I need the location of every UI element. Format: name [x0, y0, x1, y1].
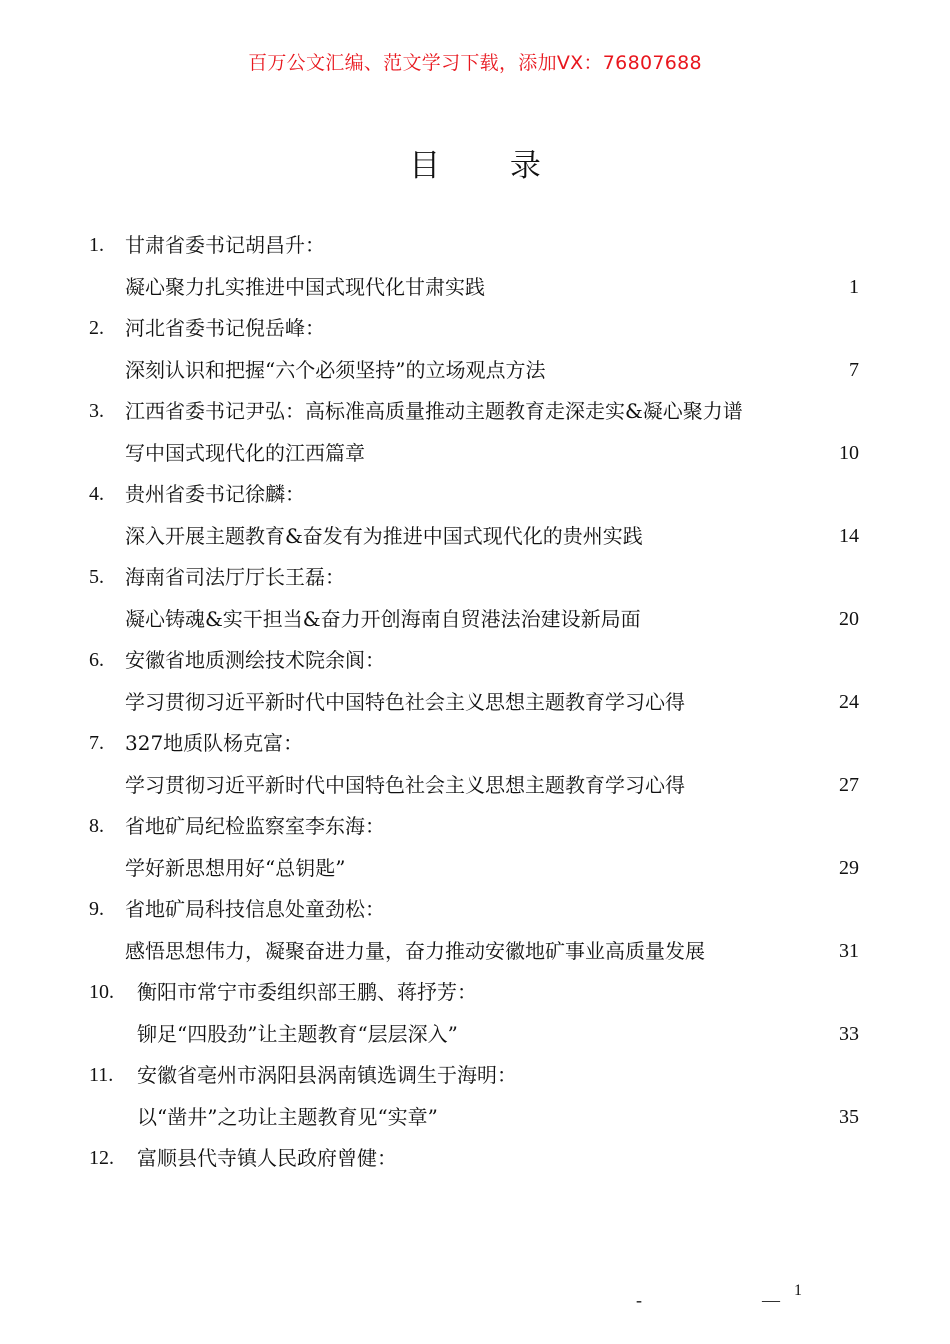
toc-subtitle-line	[0, 599, 950, 641]
toc-heading-line	[0, 972, 950, 1014]
toc-heading: 省地矿局科技信息处童劲松：	[125, 897, 385, 921]
toc-heading-line	[0, 723, 950, 765]
toc-page-number: 31	[839, 939, 859, 962]
toc-page-number: 29	[839, 856, 859, 879]
toc-heading-line	[0, 474, 950, 516]
toc-subtitle: 以“凿井”之功让主题教育见“实章”	[137, 1104, 438, 1129]
toc-number: 4.	[89, 483, 104, 505]
toc-heading-line	[0, 1055, 950, 1097]
toc-entry[interactable]	[0, 889, 950, 972]
toc-number: 6.	[89, 649, 104, 671]
toc-subtitle: 学好新思想用好“总钥匙”	[125, 855, 346, 880]
toc-page-number: 33	[839, 1022, 859, 1045]
toc-subtitle: 感悟思想伟力，凝聚奋进力量，奋力推动安徽地矿事业高质量发展	[125, 938, 705, 963]
toc-number: 3.	[89, 400, 104, 422]
toc-heading-line	[0, 391, 950, 433]
toc-number: 9.	[89, 898, 104, 920]
toc-number: 8.	[89, 815, 104, 837]
toc-number: 10.	[89, 981, 114, 1003]
watermark-banner: 百万公文汇编、范文学习下载，添加VX：76807688	[248, 52, 702, 74]
toc-page-number: 20	[839, 607, 859, 630]
toc-page-number: 27	[839, 773, 859, 796]
toc-subtitle-line	[0, 267, 950, 309]
toc-entry[interactable]	[0, 806, 950, 889]
toc-heading: 安徽省亳州市涡阳县涡南镇选调生于海明：	[137, 1063, 517, 1087]
toc-entry[interactable]	[0, 972, 950, 1055]
toc-entry[interactable]	[0, 723, 950, 806]
page-title: 目 录	[409, 148, 571, 184]
toc-heading: 甘肃省委书记胡昌升：	[125, 233, 325, 257]
toc-subtitle: 学习贯彻习近平新时代中国特色社会主义思想主题教育学习心得	[125, 689, 685, 714]
toc-entry[interactable]	[0, 225, 950, 308]
toc-heading: 海南省司法厅厅长王磊：	[125, 565, 345, 589]
toc-heading-line	[0, 225, 950, 267]
toc-subtitle: 深刻认识和把握“六个必须坚持”的立场观点方法	[125, 357, 546, 382]
toc-entry[interactable]	[0, 474, 950, 557]
toc-entry[interactable]	[0, 1055, 950, 1138]
toc-page-number: 1	[849, 275, 859, 298]
toc-heading-line	[0, 308, 950, 350]
toc-heading: 富顺县代寺镇人民政府曾健：	[137, 1146, 397, 1170]
toc-heading: 省地矿局纪检监察室李东海：	[125, 814, 385, 838]
toc-number: 1.	[89, 234, 104, 256]
toc-subtitle-line	[0, 682, 950, 724]
toc-heading: 江西省委书记尹弘：高标准高质量推动主题教育走深走实&凝心聚力谱	[125, 399, 743, 423]
toc-page-number: 35	[839, 1105, 859, 1128]
toc-heading: 河北省委书记倪岳峰：	[125, 316, 325, 340]
toc-page-number: 24	[839, 690, 859, 713]
toc-heading-line	[0, 640, 950, 682]
toc-number: 11.	[89, 1064, 114, 1086]
toc-subtitle-line	[0, 433, 950, 475]
toc-subtitle: 铆足“四股劲”让主题教育“层层深入”	[137, 1021, 458, 1046]
toc-entry[interactable]	[0, 557, 950, 640]
toc-subtitle: 深入开展主题教育&奋发有为推进中国式现代化的贵州实践	[125, 523, 643, 548]
toc-number: 2.	[89, 317, 104, 339]
toc-number: 5.	[89, 566, 104, 588]
footer-page-number: 1	[794, 1282, 802, 1299]
toc-subtitle: 凝心铸魂&实干担当&奋力开创海南自贸港法治建设新局面	[125, 606, 641, 631]
toc-heading: 衡阳市常宁市委组织部王鹏、蒋抒芳：	[137, 980, 477, 1004]
toc-subtitle-line	[0, 1014, 950, 1056]
footer-dash: —	[762, 1290, 780, 1310]
toc-entry[interactable]	[0, 1138, 950, 1180]
toc-subtitle-line	[0, 931, 950, 973]
toc-subtitle: 学习贯彻习近平新时代中国特色社会主义思想主题教育学习心得	[125, 772, 685, 797]
toc-heading: 327地质队杨克富：	[125, 731, 304, 755]
toc-heading-line	[0, 557, 950, 599]
toc-heading-line	[0, 806, 950, 848]
toc-subtitle-line	[0, 1097, 950, 1139]
toc-page-number: 10	[839, 441, 859, 464]
toc-heading-line	[0, 889, 950, 931]
toc-subtitle-line	[0, 350, 950, 392]
toc-heading: 安徽省地质测绘技术院余阆：	[125, 648, 385, 672]
toc-number: 12.	[89, 1147, 114, 1169]
toc-heading: 贵州省委书记徐麟：	[125, 482, 305, 506]
toc-entry[interactable]	[0, 391, 950, 474]
toc-number: 7.	[89, 732, 104, 754]
toc-page-number: 7	[849, 358, 859, 381]
toc-subtitle-line	[0, 516, 950, 558]
toc-heading-line	[0, 1138, 950, 1180]
page-footer	[0, 1282, 950, 1344]
toc-entry[interactable]	[0, 640, 950, 723]
toc-subtitle-line	[0, 765, 950, 807]
footer-mark: -	[636, 1290, 642, 1310]
table-of-contents	[0, 225, 950, 1180]
toc-subtitle-line	[0, 848, 950, 890]
toc-subtitle: 写中国式现代化的江西篇章	[125, 440, 365, 465]
toc-page-number: 14	[839, 524, 859, 547]
toc-subtitle: 凝心聚力扎实推进中国式现代化甘肃实践	[125, 274, 485, 299]
toc-entry[interactable]	[0, 308, 950, 391]
